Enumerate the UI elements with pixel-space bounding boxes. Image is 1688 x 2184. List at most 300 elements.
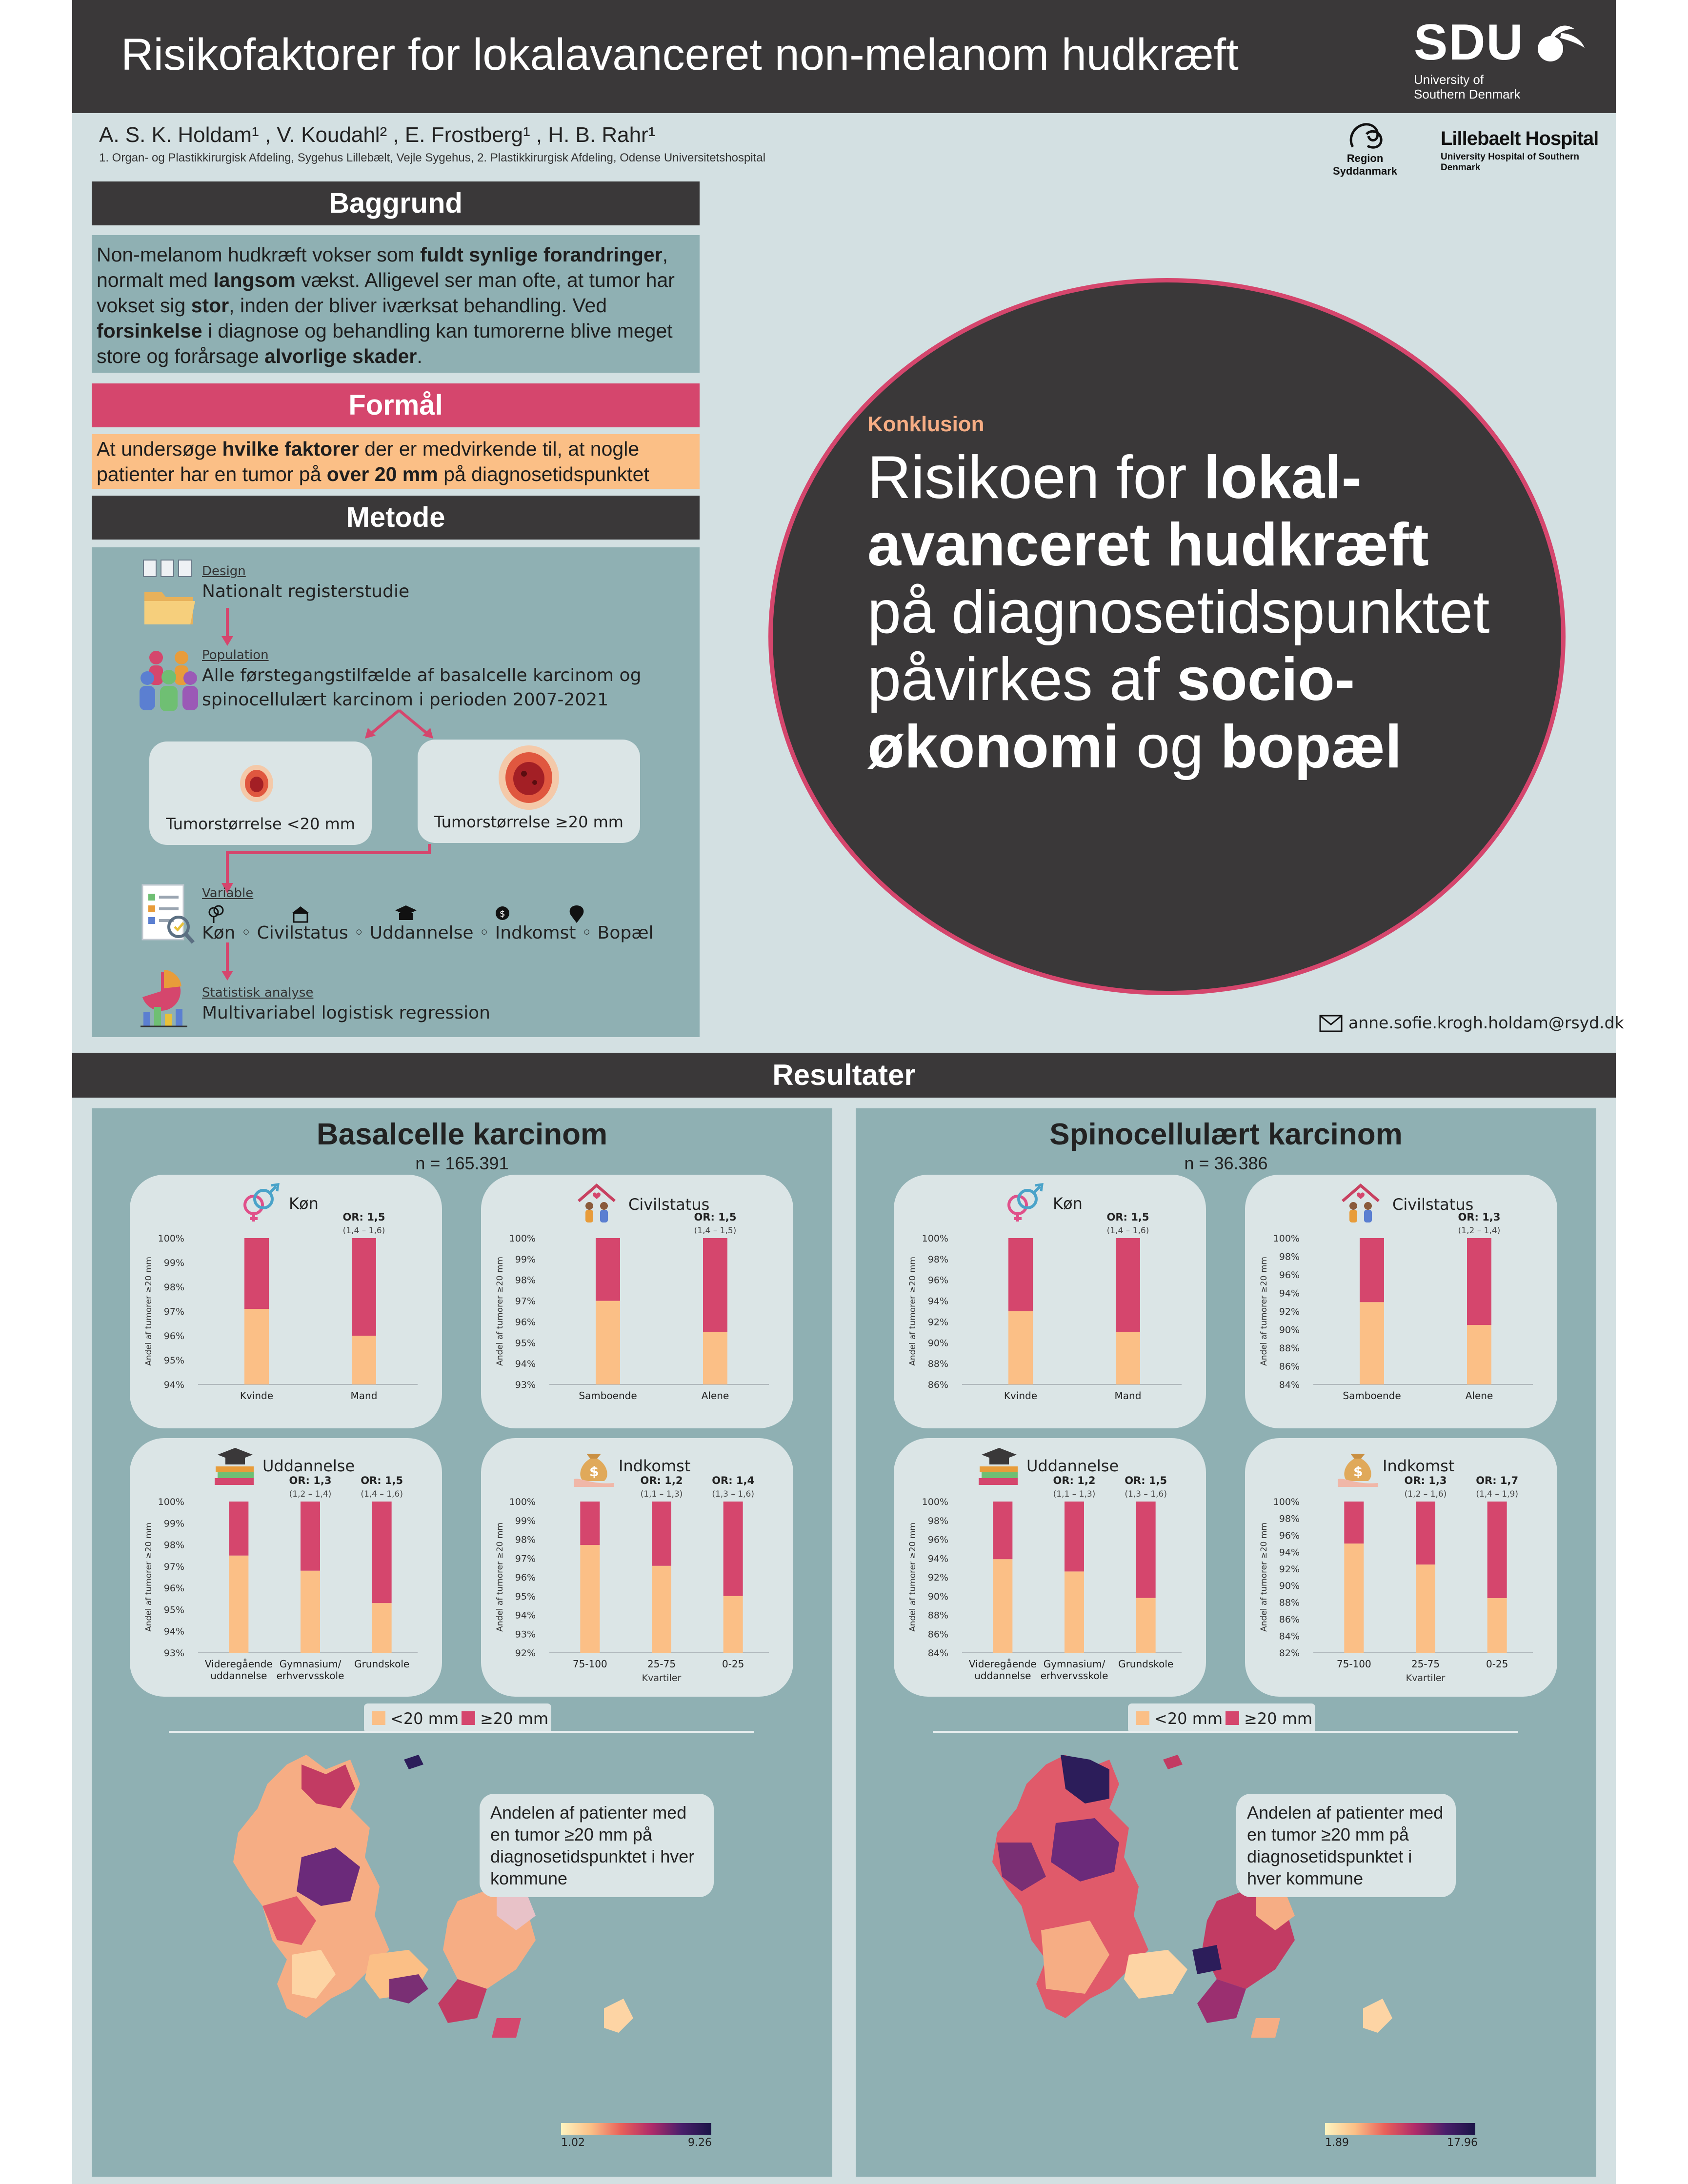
y-tick-label: 98% [515, 1534, 536, 1545]
y-tick-label: 90% [1279, 1581, 1300, 1592]
x-tick-label: erhvervsskole [276, 1670, 344, 1682]
card-title: Køn [1053, 1194, 1083, 1213]
bar-segment-small [652, 1566, 671, 1653]
x-tick-label: 25-75 [647, 1658, 676, 1670]
concl-l5c: bopæl [1220, 713, 1402, 781]
bar-segment-large [1136, 1502, 1156, 1598]
conclusion-line-3 [867, 579, 1489, 646]
x-tick-label: Videregående [968, 1658, 1037, 1670]
population-label: Population [202, 648, 269, 662]
confidence-interval-label: (1,4 – 1,6) [1106, 1226, 1149, 1236]
colorbar-max: 9.26 [688, 2137, 712, 2149]
x-tick-label: Grundskole [354, 1658, 410, 1670]
y-tick-label: 100% [509, 1233, 536, 1244]
bar-segment-large [580, 1502, 600, 1545]
checklist-icon [137, 882, 195, 945]
x-tick-label: erhvervsskole [1040, 1670, 1108, 1682]
card-indkomst [481, 1438, 793, 1697]
x-tick-label: 25-75 [1411, 1658, 1440, 1670]
funen-region [1124, 1950, 1187, 1999]
baggrund-p4: , inden der bliver iværksat behandling. Ved [229, 294, 607, 317]
y-axis-label: Andel af tumorer ≥20 mm [1259, 1523, 1269, 1632]
y-tick-label: 92% [927, 1572, 948, 1583]
y-tick-label: 84% [927, 1648, 948, 1659]
card-indkomst [1245, 1438, 1557, 1697]
concl-l3: på diagnosetidspunktet [867, 579, 1490, 646]
y-tick-label: 94% [927, 1553, 948, 1564]
baggrund-p6: . [417, 345, 422, 367]
odds-ratio-label: OR: 1,3 [1404, 1475, 1447, 1486]
y-tick-label: 100% [158, 1233, 184, 1244]
legend-large-label: ≥20 mm [480, 1709, 549, 1728]
bar-segment-large [1416, 1502, 1435, 1564]
y-tick-label: 96% [515, 1317, 536, 1328]
y-tick-label: 90% [927, 1338, 948, 1349]
population-line2: spinocellulært karcinom i perioden 2007-2021 [202, 690, 609, 710]
bar-segment-small [1487, 1598, 1507, 1653]
bar-segment-small [244, 1309, 269, 1384]
apple-icon [1536, 19, 1589, 72]
bar-segment-small [1136, 1598, 1156, 1653]
variable-label: Variable [202, 886, 254, 901]
x-tick-label: Samboende [579, 1390, 637, 1402]
bar-segment-large [1360, 1238, 1384, 1302]
colorbar [1325, 2123, 1475, 2135]
y-tick-label: 100% [509, 1497, 536, 1507]
bar-segment-large [596, 1238, 620, 1301]
tumor-small-box [149, 741, 372, 845]
concl-l4b: socio- [1177, 646, 1355, 713]
divider [169, 1731, 754, 1733]
concl-l5b: og [1119, 713, 1221, 781]
bar-segment-small [1065, 1571, 1084, 1653]
card-title: Uddannelse [262, 1457, 355, 1475]
baggrund-b2: langsom [213, 269, 296, 291]
svg-text:$: $ [500, 909, 505, 919]
confidence-interval-label: (1,1 – 1,3) [1053, 1489, 1096, 1499]
bar-chart-kon [894, 1211, 1206, 1423]
y-tick-label: 94% [515, 1610, 536, 1621]
y-tick-label: 97% [163, 1561, 184, 1572]
bar-chart-civilstatus [481, 1211, 793, 1423]
bar-segment-large [652, 1502, 671, 1566]
y-tick-label: 100% [158, 1497, 184, 1507]
y-tick-label: 86% [1279, 1361, 1300, 1372]
odds-ratio-label: OR: 1,2 [1053, 1475, 1096, 1486]
y-tick-label: 88% [1279, 1343, 1300, 1354]
pie-chart-icon [139, 967, 192, 1028]
laeso-region [404, 1755, 423, 1769]
design-text: Nationalt registerstudie [202, 581, 410, 601]
region-logo-icon [1343, 120, 1387, 152]
baggrund-b1: fuldt synlige forandringer [420, 243, 663, 266]
y-tick-label: 97% [515, 1296, 536, 1307]
y-tick-label: 92% [927, 1317, 948, 1328]
bar-segment-small [352, 1336, 376, 1384]
confidence-interval-label: (1,2 – 1,4) [1458, 1226, 1501, 1236]
bar-segment-small [1116, 1332, 1140, 1384]
y-tick-label: 98% [927, 1515, 948, 1526]
card-title: Køn [289, 1194, 319, 1213]
x-tick-label: Samboende [1343, 1390, 1401, 1402]
bar-chart-civilstatus [1245, 1211, 1557, 1423]
odds-ratio-label: OR: 1,3 [1458, 1211, 1501, 1223]
odds-ratio-label: OR: 1,5 [361, 1475, 403, 1486]
svg-text:$: $ [1353, 1463, 1363, 1480]
concl-l2: avanceret hudkræft [867, 511, 1429, 579]
concl-l1b: lokal- [1204, 444, 1362, 511]
x-tick-label: Alene [701, 1390, 729, 1402]
sdu-line2: Southern Denmark [1414, 87, 1521, 101]
x-tick-label: Gymnasium/ [1043, 1658, 1105, 1670]
panel-title: Basalcelle karcinom [316, 1118, 608, 1151]
odds-ratio-label: OR: 1,7 [1476, 1475, 1519, 1486]
y-tick-label: 98% [163, 1282, 184, 1293]
odds-ratio-label: OR: 1,3 [289, 1475, 332, 1486]
concl-l5a: økonomi [867, 713, 1120, 781]
tumor-large-box [418, 740, 640, 843]
card-title: Indkomst [619, 1457, 691, 1475]
bar-segment-small [229, 1556, 248, 1653]
card-civilstatus [481, 1175, 793, 1428]
panel-n: n = 165.391 [415, 1153, 509, 1173]
baggrund-p3: vækst. Alligevel ser man ofte, at tumor har vokset sig [97, 269, 675, 317]
legend-swatch-small [372, 1711, 385, 1725]
odds-ratio-label: OR: 1,5 [1106, 1211, 1149, 1223]
region-logo-text: Region Syddanmark [1332, 152, 1398, 177]
poster-title: Risikofaktorer for lokalavanceret non-melanom hudkræft [121, 30, 1239, 80]
x-tick-label: Kvinde [240, 1390, 274, 1402]
map-note: Andelen af patienter med en tumor ≥20 mm på diagnosetidspunktet i hver kommune [1236, 1794, 1456, 1897]
conclusion-line-2 [867, 511, 1489, 579]
bar-chart-kon [130, 1211, 442, 1423]
baggrund-b3: stor [191, 294, 229, 317]
bar-segment-small [596, 1301, 620, 1384]
y-tick-label: 99% [515, 1254, 536, 1265]
panel-basalcelle [92, 1108, 832, 2177]
formaal-heading: Formål [92, 383, 700, 427]
x-tick-label: 75-100 [572, 1658, 607, 1670]
y-axis-label: Andel af tumorer ≥20 mm [495, 1257, 505, 1366]
y-tick-label: 100% [1273, 1233, 1300, 1244]
y-tick-label: 82% [1279, 1648, 1300, 1659]
x-tick-label: 75-100 [1336, 1658, 1371, 1670]
baggrund-b5: alvorlige skader [264, 345, 417, 367]
money-bag-icon [1336, 1445, 1380, 1487]
y-tick-label: 96% [927, 1275, 948, 1286]
bar-chart-indkomst [1245, 1475, 1557, 1692]
y-tick-label: 97% [163, 1306, 184, 1317]
odds-ratio-label: OR: 1,5 [342, 1211, 385, 1223]
conclusion-line-1 [867, 444, 1489, 511]
legend-large-label: ≥20 mm [1244, 1709, 1313, 1728]
formaal-p1: At undersøge [97, 438, 222, 460]
card-title: Civilstatus [1392, 1195, 1474, 1214]
y-axis-label: Andel af tumorer ≥20 mm [1259, 1257, 1269, 1366]
y-tick-label: 93% [515, 1380, 536, 1390]
y-tick-label: 90% [1279, 1324, 1300, 1336]
y-tick-label: 92% [515, 1648, 536, 1659]
y-tick-label: 98% [515, 1275, 536, 1286]
analysis-text: Multivariabel logistisk regression [202, 1003, 490, 1023]
bar-segment-large [1116, 1238, 1140, 1332]
bornholm-region [1363, 1999, 1392, 2033]
y-tick-label: 94% [1279, 1547, 1300, 1558]
y-tick-label: 100% [922, 1497, 948, 1507]
baggrund-heading: Baggrund [92, 181, 700, 225]
baggrund-p2: , normalt med [97, 243, 668, 291]
x-tick-label: 0-25 [1486, 1658, 1508, 1670]
y-tick-label: 95% [163, 1355, 184, 1366]
baggrund-p1: Non-melanom hudkræft vokser som [97, 243, 421, 266]
sdu-logo-text: SDU [1414, 14, 1524, 71]
colorbar [561, 2123, 711, 2135]
books-graduation-icon [211, 1445, 260, 1487]
bar-segment-large [372, 1502, 392, 1603]
confidence-interval-label: (1,4 – 1,5) [694, 1226, 737, 1236]
bar-segment-large [1008, 1238, 1033, 1311]
y-tick-label: 98% [1279, 1251, 1300, 1262]
y-tick-label: 98% [163, 1540, 184, 1551]
y-tick-label: 95% [515, 1591, 536, 1602]
laeso-region [1163, 1755, 1183, 1769]
falster-region [492, 2018, 521, 2038]
y-tick-label: 94% [927, 1296, 948, 1307]
confidence-interval-label: (1,2 – 1,4) [289, 1489, 332, 1499]
baggrund-b4: forsinkelse [97, 320, 202, 342]
population-line1: Alle førstegangstilfælde af basalcelle karcinom og [202, 665, 642, 685]
design-label: Design [202, 564, 246, 579]
y-tick-label: 90% [927, 1591, 948, 1602]
bar-segment-large [993, 1502, 1012, 1559]
hospital-name: Lillebaelt Hospital [1441, 128, 1599, 149]
conclusion-label: Konklusion [867, 412, 985, 436]
arrow-down-icon [218, 942, 237, 982]
y-axis-label: Andel af tumorer ≥20 mm [144, 1257, 154, 1366]
odds-ratio-label: OR: 1,5 [1125, 1475, 1167, 1486]
conclusion-line-4 [867, 646, 1489, 713]
graduation-small-icon [395, 905, 417, 920]
y-tick-label: 95% [163, 1604, 184, 1616]
y-tick-label: 84% [1279, 1631, 1300, 1642]
formaal-p2: der er medvirkende til, at nogle patienter har en tumor på [97, 438, 640, 485]
y-tick-label: 100% [1273, 1497, 1300, 1507]
card-civilstatus [1245, 1175, 1557, 1428]
x-axis-sublabel: Kvartiler [1406, 1673, 1446, 1683]
header-bar [72, 0, 1616, 113]
concl-l4a: påvirkes af [867, 646, 1177, 713]
lillebaelt-hospital-logo [1441, 128, 1602, 173]
x-tick-label: uddannelse [974, 1670, 1031, 1682]
bar-segment-large [723, 1502, 743, 1596]
money-bag-icon [572, 1445, 616, 1487]
y-tick-label: 86% [1279, 1614, 1300, 1625]
contact-email[interactable]: anne.sofie.krogh.holdam@rsyd.dk [1348, 1013, 1624, 1032]
bar-segment-small [372, 1603, 392, 1653]
author-list: A. S. K. Holdam¹ , V. Koudahl² , E. Frostberg¹ , H. B. Rahr¹ [99, 123, 656, 147]
y-tick-label: 96% [1279, 1530, 1300, 1541]
y-tick-label: 99% [163, 1258, 184, 1268]
card-uddannelse [130, 1438, 442, 1697]
y-tick-label: 97% [515, 1553, 536, 1564]
legend [1128, 1703, 1315, 1733]
bar-segment-small [723, 1596, 743, 1653]
panel-spinocellulaert [856, 1108, 1596, 2177]
bar-segment-large [1065, 1502, 1084, 1571]
bar-segment-small [1008, 1311, 1033, 1384]
card-kon [894, 1175, 1206, 1428]
gender-small-icon [209, 906, 223, 923]
bar-segment-large [229, 1502, 248, 1556]
x-tick-label: Videregående [204, 1658, 273, 1670]
y-tick-label: 99% [163, 1518, 184, 1529]
y-tick-label: 93% [163, 1648, 184, 1659]
tumor-small-label: Tumorstørrelse <20 mm [166, 815, 355, 833]
y-tick-label: 88% [1279, 1597, 1300, 1608]
y-tick-label: 98% [1279, 1513, 1300, 1524]
bar-segment-large [301, 1502, 320, 1571]
y-axis-label: Andel af tumorer ≥20 mm [144, 1523, 154, 1632]
legend-swatch-large [1226, 1711, 1239, 1725]
sdu-logo [1414, 14, 1599, 106]
card-title: Uddannelse [1026, 1457, 1119, 1475]
results-heading: Resultater [72, 1053, 1616, 1098]
confidence-interval-label: (1,3 – 1,6) [1125, 1489, 1167, 1499]
y-tick-label: 94% [515, 1359, 536, 1370]
divider [933, 1731, 1518, 1733]
confidence-interval-label: (1,4 – 1,6) [361, 1489, 403, 1499]
formaal-p3: på diagnosetidspunktet [438, 463, 649, 485]
bar-chart-uddannelse [130, 1475, 442, 1692]
x-tick-label: Kvinde [1004, 1390, 1038, 1402]
y-tick-label: 96% [927, 1534, 948, 1545]
y-tick-label: 88% [927, 1359, 948, 1370]
panel-title: Spinocellulært karcinom [1049, 1118, 1403, 1151]
gender-icon [237, 1183, 279, 1222]
y-tick-label: 96% [1279, 1270, 1300, 1281]
y-tick-label: 96% [163, 1331, 184, 1342]
card-kon [130, 1175, 442, 1428]
mail-icon [1319, 1015, 1343, 1032]
gender-icon [1001, 1183, 1043, 1222]
people-icon [137, 649, 201, 712]
y-tick-label: 86% [927, 1629, 948, 1640]
x-tick-label: Grundskole [1118, 1658, 1174, 1670]
bar-segment-small [580, 1545, 600, 1653]
x-tick-label: Mand [1114, 1390, 1142, 1402]
y-tick-label: 94% [1279, 1288, 1300, 1299]
bar-segment-small [703, 1332, 727, 1384]
tumor-large-icon [495, 743, 563, 812]
y-axis-label: Andel af tumorer ≥20 mm [908, 1257, 918, 1366]
location-small-icon [570, 905, 584, 923]
y-axis-label: Andel af tumorer ≥20 mm [495, 1523, 505, 1632]
folder-icon [140, 558, 198, 626]
card-uddannelse [894, 1438, 1206, 1697]
card-title: Civilstatus [628, 1195, 710, 1214]
formaal-text [92, 434, 700, 489]
odds-ratio-label: OR: 1,2 [640, 1475, 683, 1486]
legend-small-label: <20 mm [1154, 1709, 1223, 1728]
money-small-icon [496, 906, 509, 920]
bar-segment-small [1467, 1325, 1491, 1384]
house-small-icon [292, 906, 309, 922]
card-title: Indkomst [1383, 1457, 1455, 1475]
y-tick-label: 99% [515, 1515, 536, 1526]
legend-small-label: <20 mm [390, 1709, 459, 1728]
arrow-down-icon [218, 608, 237, 647]
x-tick-label: 0-25 [722, 1658, 744, 1670]
legend [364, 1703, 551, 1733]
bar-segment-large [244, 1238, 269, 1309]
svg-text:$: $ [589, 1463, 599, 1480]
zealand-west-region [1192, 1945, 1222, 1974]
falster-region [1251, 2018, 1280, 2038]
x-axis-sublabel: Kvartiler [642, 1673, 682, 1683]
baggrund-p5: i diagnose og behandling kan tumorerne blive meget store og forårsage [97, 320, 673, 367]
colorbar-max: 17.96 [1447, 2137, 1478, 2149]
odds-ratio-label: OR: 1,4 [712, 1475, 755, 1486]
bar-segment-small [993, 1559, 1012, 1653]
map-note: Andelen af patienter med en tumor ≥20 mm på diagnosetidspunktet i hver kommune [480, 1794, 714, 1897]
variable-icons [205, 903, 610, 925]
panel-n: n = 36.386 [1184, 1153, 1268, 1173]
tumor-small-icon [236, 763, 277, 804]
metode-heading: Metode [92, 496, 700, 540]
y-tick-label: 96% [515, 1572, 536, 1583]
sdu-line1: University of [1414, 72, 1484, 87]
bar-segment-small [1344, 1543, 1364, 1653]
y-tick-label: 86% [927, 1380, 948, 1390]
region-syddanmark-logo [1314, 120, 1416, 177]
books-graduation-icon [975, 1445, 1024, 1487]
confidence-interval-label: (1,2 – 1,6) [1404, 1489, 1447, 1499]
y-tick-label: 93% [515, 1629, 536, 1640]
colorbar-min: 1.02 [561, 2137, 585, 2149]
family-home-icon [1339, 1182, 1383, 1225]
confidence-interval-label: (1,4 – 1,6) [342, 1226, 385, 1236]
bornholm-region [604, 1999, 633, 2033]
bar-chart-uddannelse [894, 1475, 1206, 1692]
y-tick-label: 100% [922, 1233, 948, 1244]
x-tick-label: Gymnasium/ [279, 1658, 342, 1670]
y-tick-label: 84% [1279, 1380, 1300, 1390]
x-tick-label: uddannelse [210, 1670, 267, 1682]
conclusion-line-5 [867, 713, 1489, 781]
merge-arrow-icon [222, 842, 432, 896]
bar-segment-small [301, 1571, 320, 1653]
legend-swatch-small [1136, 1711, 1149, 1725]
variables-text: Køn ◦ Civilstatus ◦ Uddannelse ◦ Indkomst ◦ Bopæl [202, 923, 654, 943]
y-tick-label: 94% [163, 1380, 184, 1390]
y-tick-label: 98% [927, 1254, 948, 1265]
legend-swatch-large [462, 1711, 475, 1725]
tumor-large-label: Tumorstørrelse ≥20 mm [434, 813, 623, 831]
formaal-b2: over 20 mm [326, 463, 438, 485]
confidence-interval-label: (1,1 – 1,3) [640, 1489, 683, 1499]
bar-segment-large [1344, 1502, 1364, 1543]
concl-l1a: Risikoen for [867, 444, 1204, 511]
colorbar-min: 1.89 [1325, 2137, 1349, 2149]
metode-box [92, 547, 700, 1037]
y-tick-label: 94% [163, 1626, 184, 1637]
y-axis-label: Andel af tumorer ≥20 mm [908, 1523, 918, 1632]
confidence-interval-label: (1,3 – 1,6) [712, 1489, 754, 1499]
affiliations: 1. Organ- og Plastikkirurgisk Afdeling, Sygehus Lillebælt, Vejle Sygehus, 2. Plastikkirurgisk Afdeling, Odense Universitetshospital [99, 151, 766, 164]
y-tick-label: 92% [1279, 1306, 1300, 1317]
bar-segment-large [352, 1238, 376, 1336]
split-arrow-icon [360, 708, 438, 742]
